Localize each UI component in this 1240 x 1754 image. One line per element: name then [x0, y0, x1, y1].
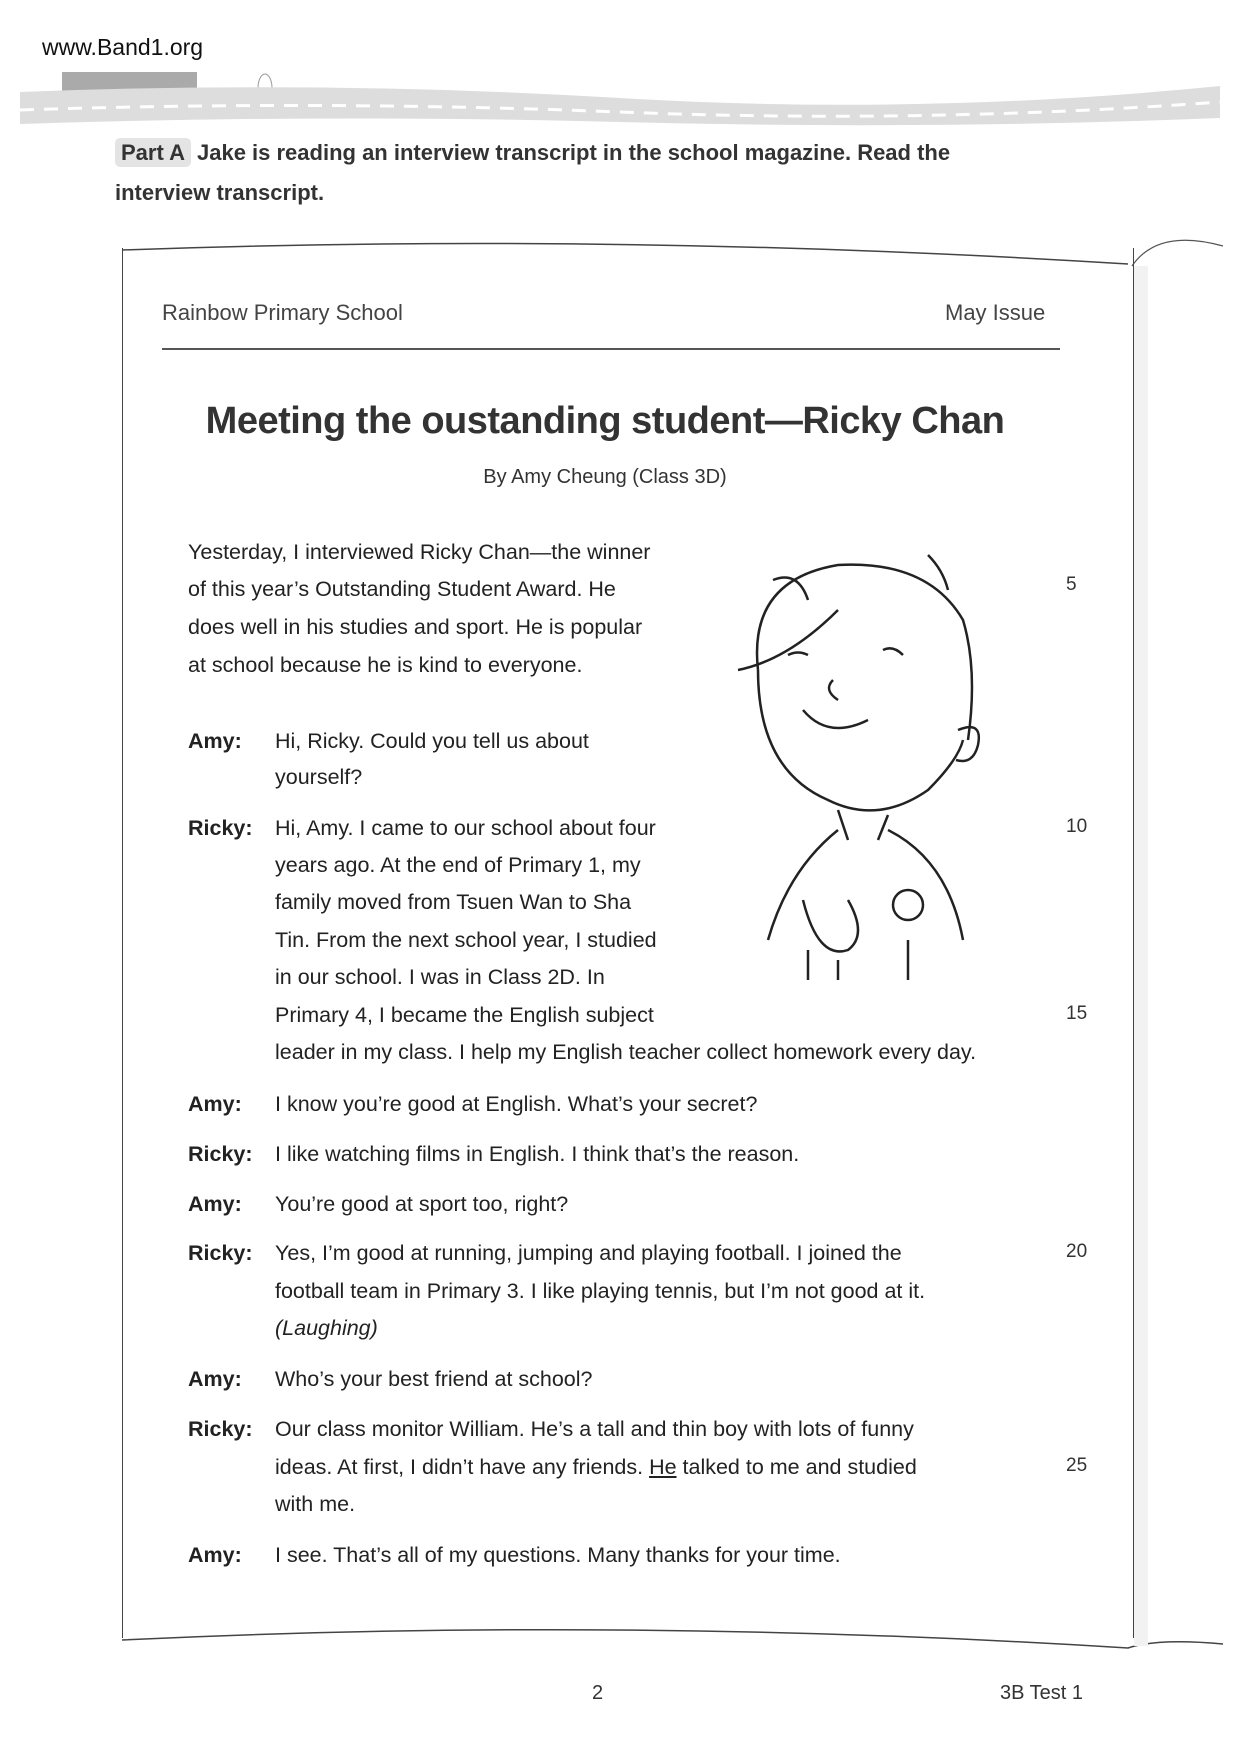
dialogue-line: football team in Primary 3. I like playing tennis, but I’m not good at it. — [275, 1279, 926, 1303]
road-banner-decoration — [20, 70, 1220, 130]
dialogue-line: with me. — [275, 1492, 356, 1516]
dialogue-line: years ago. At the end of Primary 1, my — [275, 853, 641, 877]
part-label: Part A — [115, 138, 191, 167]
dialogue-line: I like watching films in English. I think that’s the reason. — [275, 1142, 800, 1166]
header-rule — [162, 348, 1060, 350]
dialogue-line: Primary 4, I became the English subject — [275, 1003, 654, 1027]
dialogue-line: I see. That’s all of my questions. Many thanks for your time. — [275, 1543, 841, 1567]
intro-line: at school because he is kind to everyone. — [188, 653, 583, 677]
line-number: 10 — [1066, 816, 1088, 837]
instruction-line-1 — [115, 140, 950, 166]
dialogue-line: I know you’re good at English. What’s your secret? — [275, 1092, 758, 1116]
byline: By Amy Cheung (Class 3D) — [483, 466, 727, 488]
intro-line: Yesterday, I interviewed Ricky Chan—the winner — [188, 540, 651, 564]
speaker-label: Ricky: — [188, 1417, 253, 1441]
dialogue-line: Who’s your best friend at school? — [275, 1367, 593, 1391]
dialogue-line: in our school. I was in Class 2D. In — [275, 965, 605, 989]
issue-label: May Issue — [945, 300, 1046, 325]
speaker-label: Ricky: — [188, 1241, 253, 1265]
speaker-label: Amy: — [188, 1092, 242, 1116]
dialogue-line: Tin. From the next school year, I studied — [275, 928, 657, 952]
page-number: 2 — [592, 1682, 604, 1704]
line-number: 15 — [1066, 1003, 1088, 1024]
intro-line: of this year’s Outstanding Student Award. He — [188, 577, 616, 601]
school-name: Rainbow Primary School — [162, 300, 403, 325]
dialogue-line: leader in my class. I help my English teacher collect homework every day. — [275, 1040, 977, 1064]
instruction-line-2: interview transcript. — [115, 180, 325, 205]
intro-line: does well in his studies and sport. He is popular — [188, 615, 643, 639]
dialogue-line: Hi, Ricky. Could you tell us about — [275, 729, 589, 753]
boy-illustration — [728, 540, 1038, 1000]
dialogue-line: Hi, Amy. I came to our school about four — [275, 816, 656, 840]
speaker-label: Amy: — [188, 729, 242, 753]
speaker-label: Amy: — [188, 1192, 242, 1216]
line-number: 20 — [1066, 1241, 1088, 1262]
speaker-label: Ricky: — [188, 816, 253, 840]
speaker-label: Amy: — [188, 1543, 242, 1567]
test-label: 3B Test 1 — [1000, 1682, 1084, 1704]
dialogue-line: Our class monitor William. He’s a tall and thin boy with lots of funny — [275, 1417, 914, 1441]
line-number: 25 — [1066, 1455, 1088, 1476]
speaker-label: Amy: — [188, 1367, 242, 1391]
dialogue-line: family moved from Tsuen Wan to Sha — [275, 890, 632, 914]
article-title: Meeting the oustanding student—Ricky Chan — [205, 400, 1005, 442]
dialogue-line: You’re good at sport too, right? — [275, 1192, 569, 1216]
dialogue-line: ideas. At first, I didn’t have any friends. He talked to me and studied — [275, 1455, 917, 1479]
dialogue-line: yourself? — [275, 765, 363, 789]
dialogue-line: (Laughing) — [275, 1316, 378, 1340]
line-number: 5 — [1066, 574, 1077, 595]
speaker-label: Ricky: — [188, 1142, 253, 1166]
instruction-text: Jake is reading an interview transcript in the school magazine. Read the — [196, 140, 951, 165]
watermark: www.Band1.org — [42, 34, 204, 60]
underlined-word: He — [649, 1455, 677, 1479]
dialogue-line: Yes, I’m good at running, jumping and playing football. I joined the — [275, 1241, 902, 1265]
